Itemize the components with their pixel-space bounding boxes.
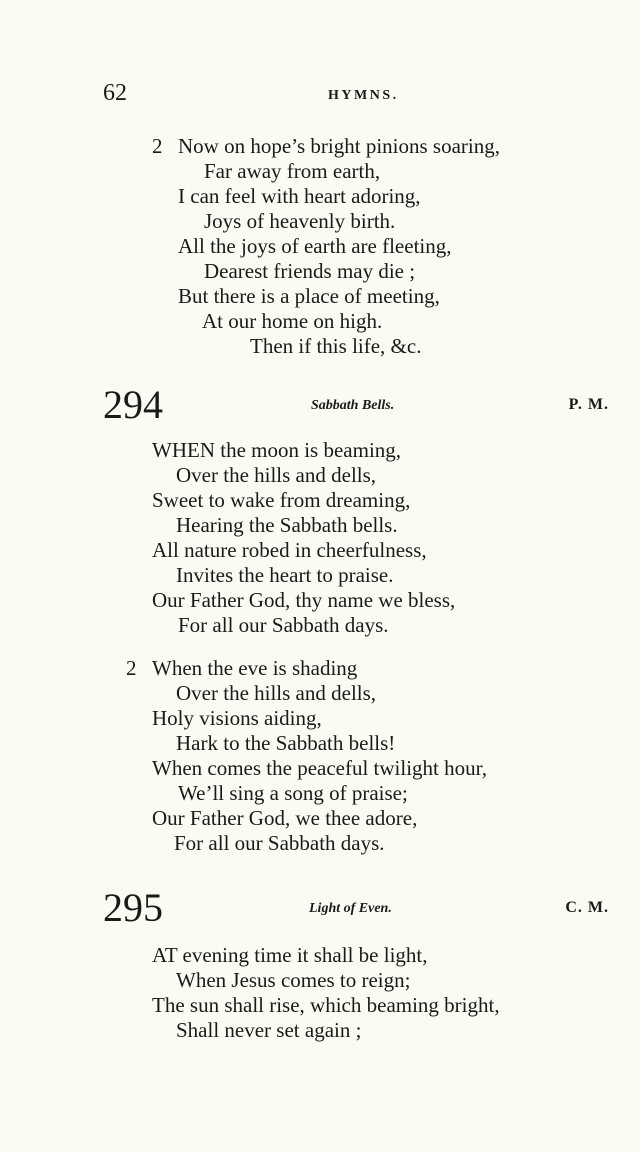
hymn-meter: C. M. — [565, 899, 609, 916]
hymn-line: When comes the peaceful twilight hour, — [152, 756, 488, 780]
hymn-line: Hark to the Sabbath bells! — [176, 731, 396, 755]
hymn-line: For all our Sabbath days. — [174, 831, 385, 855]
hymn-line: Then if this life, &c. — [250, 334, 422, 358]
verse-number: 2 — [126, 656, 137, 680]
hymn-title: Sabbath Bells. — [311, 398, 395, 413]
hymn-line: The sun shall rise, which beaming bright, — [152, 993, 500, 1017]
hymn-line: At our home on high. — [202, 309, 383, 333]
hymn-heading — [103, 885, 613, 935]
hymn-line: WHEN the moon is beaming, — [152, 438, 402, 462]
running-head: HYMNS. — [328, 88, 399, 103]
verse-number: 2 — [152, 134, 163, 158]
hymn-line: Far away from earth, — [204, 159, 381, 183]
page-header — [103, 80, 603, 110]
hymn-line: Hearing the Sabbath bells. — [176, 513, 398, 537]
hymn-number: 294 — [103, 382, 163, 427]
hymn-line: Our Father God, we thee adore, — [152, 806, 418, 830]
hymn-line: Joys of heavenly birth. — [204, 209, 396, 233]
hymn-line: Dearest friends may die ; — [204, 259, 416, 283]
hymn-line: All nature robed in cheerfulness, — [152, 538, 427, 562]
hymn-line: AT evening time it shall be light, — [152, 943, 428, 967]
hymn-line: When Jesus comes to reign; — [176, 968, 411, 992]
hymn-line: Sweet to wake from dreaming, — [152, 488, 411, 512]
hymn-line: All the joys of earth are fleeting, — [178, 234, 452, 258]
hymn-line: Over the hills and dells, — [176, 681, 377, 705]
hymn-line: Over the hills and dells, — [176, 463, 377, 487]
hymn-line: When the eve is shading — [152, 656, 358, 680]
hymn-line: I can feel with heart adoring, — [178, 184, 421, 208]
hymn-line: We’ll sing a song of praise; — [178, 781, 408, 805]
hymn-line: Now on hope’s bright pinions soaring, — [178, 134, 500, 158]
hymn-line: But there is a place of meeting, — [178, 284, 440, 308]
hymn-line: For all our Sabbath days. — [178, 613, 389, 637]
hymn-line: Holy visions aiding, — [152, 706, 322, 730]
hymn-meter: P. M. — [568, 396, 609, 413]
hymn-heading — [103, 382, 613, 432]
hymn-number: 295 — [103, 885, 163, 930]
hymn-line: Invites the heart to praise. — [176, 563, 394, 587]
hymn-line: Our Father God, thy name we bless, — [152, 588, 456, 612]
page-number: 62 — [103, 80, 127, 106]
hymn-title: Light of Even. — [309, 901, 392, 916]
hymn-line: Shall never set again ; — [176, 1018, 362, 1042]
